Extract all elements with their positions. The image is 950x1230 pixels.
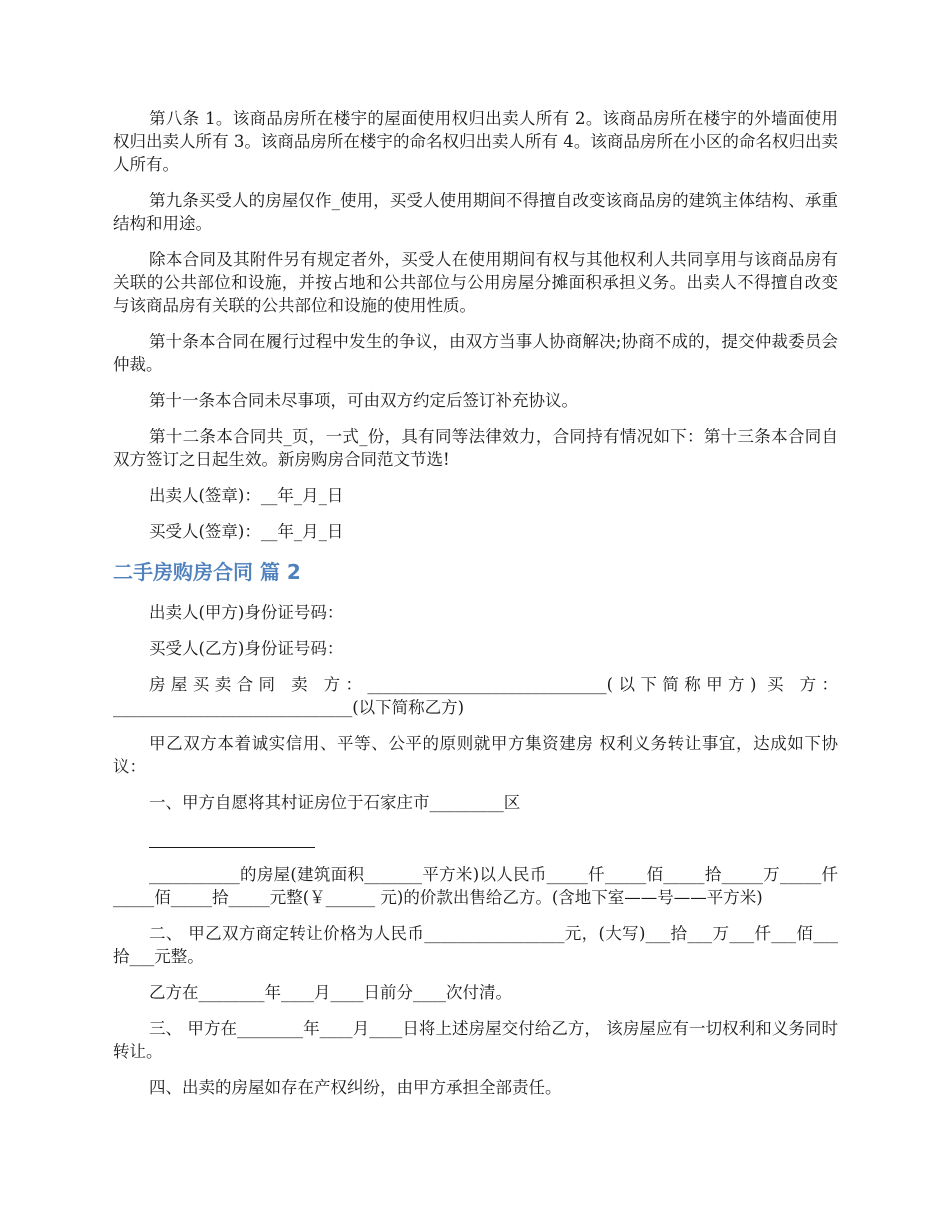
section-heading: 二手房购房合同 篇 2 [113, 560, 301, 584]
clause-12-paragraph: 第十二条本合同共_页，一式_份，具有同等法律效力，合同持有情况如下：第十三条本合同自双方签订之日起生效。新房购房合同范文节选! [113, 427, 838, 469]
seller-id-line: 出卖人(甲方)身份证号码： [149, 603, 344, 622]
item-4-paragraph: 四、出卖的房屋如存在产权纠纷，由甲方承担全部责任。 [149, 1078, 562, 1097]
agreement-intro-paragraph: 甲乙双方本着诚实信用、平等、公平的原则就甲方集资建房 权利义务转让事宜，达成如下协议： [113, 734, 838, 776]
item-3-paragraph: 三、 甲方在________年____月____日将上述房屋交付给乙方， 该房屋应有一切权利和义务同时转让。 [113, 1019, 838, 1061]
clause-10-paragraph: 第十条本合同在履行过程中发生的争议，由双方当事人协商解决;协商不成的，提交仲裁委员会仲裁。 [113, 332, 838, 374]
shared-facilities-paragraph: 除本合同及其附件另有规定者外，买受人在使用期间有权与其他权利人共同享用与该商品房有关联的公共部位和设施，并按占地和公共部位与公用房屋分摊面积承担义务。出卖人不得擅自改变与该商品房有关联的公共部位和设施的使用性质。 [113, 250, 838, 315]
property-price-paragraph: ___________的房屋(建筑面积_______平方米)以人民币_____仟_____佰_____拾_____万_____仟_____佰_____拾_____元整(￥______ 元)的价款出售给乙方。(含地下室——号——平方米) [113, 865, 838, 907]
blank-rule [149, 847, 315, 848]
buyer-id-line: 买受人(乙方)身份证号码： [149, 639, 344, 658]
payment-paragraph: 乙方在________年____月____日前分____次付清。 [149, 983, 512, 1002]
blank-fill-line [113, 827, 838, 850]
clause-11-paragraph: 第十一条本合同未尽事项，可由双方约定后签订补充协议。 [149, 391, 578, 410]
clause-8-paragraph: 第八条 1。该商品房所在楼宇的屋面使用权归出卖人所有 2。该商品房所在楼宇的外墙面使用权归出卖人所有 3。该商品房所在楼宇的命名权归出卖人所有 4。该商品房所在小区的命名权归出卖人所有。 [113, 109, 838, 174]
item-2-paragraph: 二、 甲乙双方商定转让价格为人民币_________________元，(大写)___拾___万___仟___佰___拾___元整。 [113, 924, 838, 966]
document-page [113, 107, 838, 1112]
parties-paragraph: 房屋买卖合同 卖 方：_____________________________(以下简称甲方) 买 方：_____________________________(以下简称乙方) [113, 675, 838, 717]
buyer-signature-line: 买受人(签章)：__年_月_日 [149, 522, 344, 541]
seller-signature-line: 出卖人(签章)：__年_月_日 [149, 486, 344, 505]
item-1-paragraph: 一、甲方自愿将其村证房位于石家庄市_________区 [149, 793, 521, 812]
clause-9-paragraph: 第九条买受人的房屋仅作_使用，买受人使用期间不得擅自改变该商品房的建筑主体结构、承重结构和用途。 [113, 191, 838, 233]
